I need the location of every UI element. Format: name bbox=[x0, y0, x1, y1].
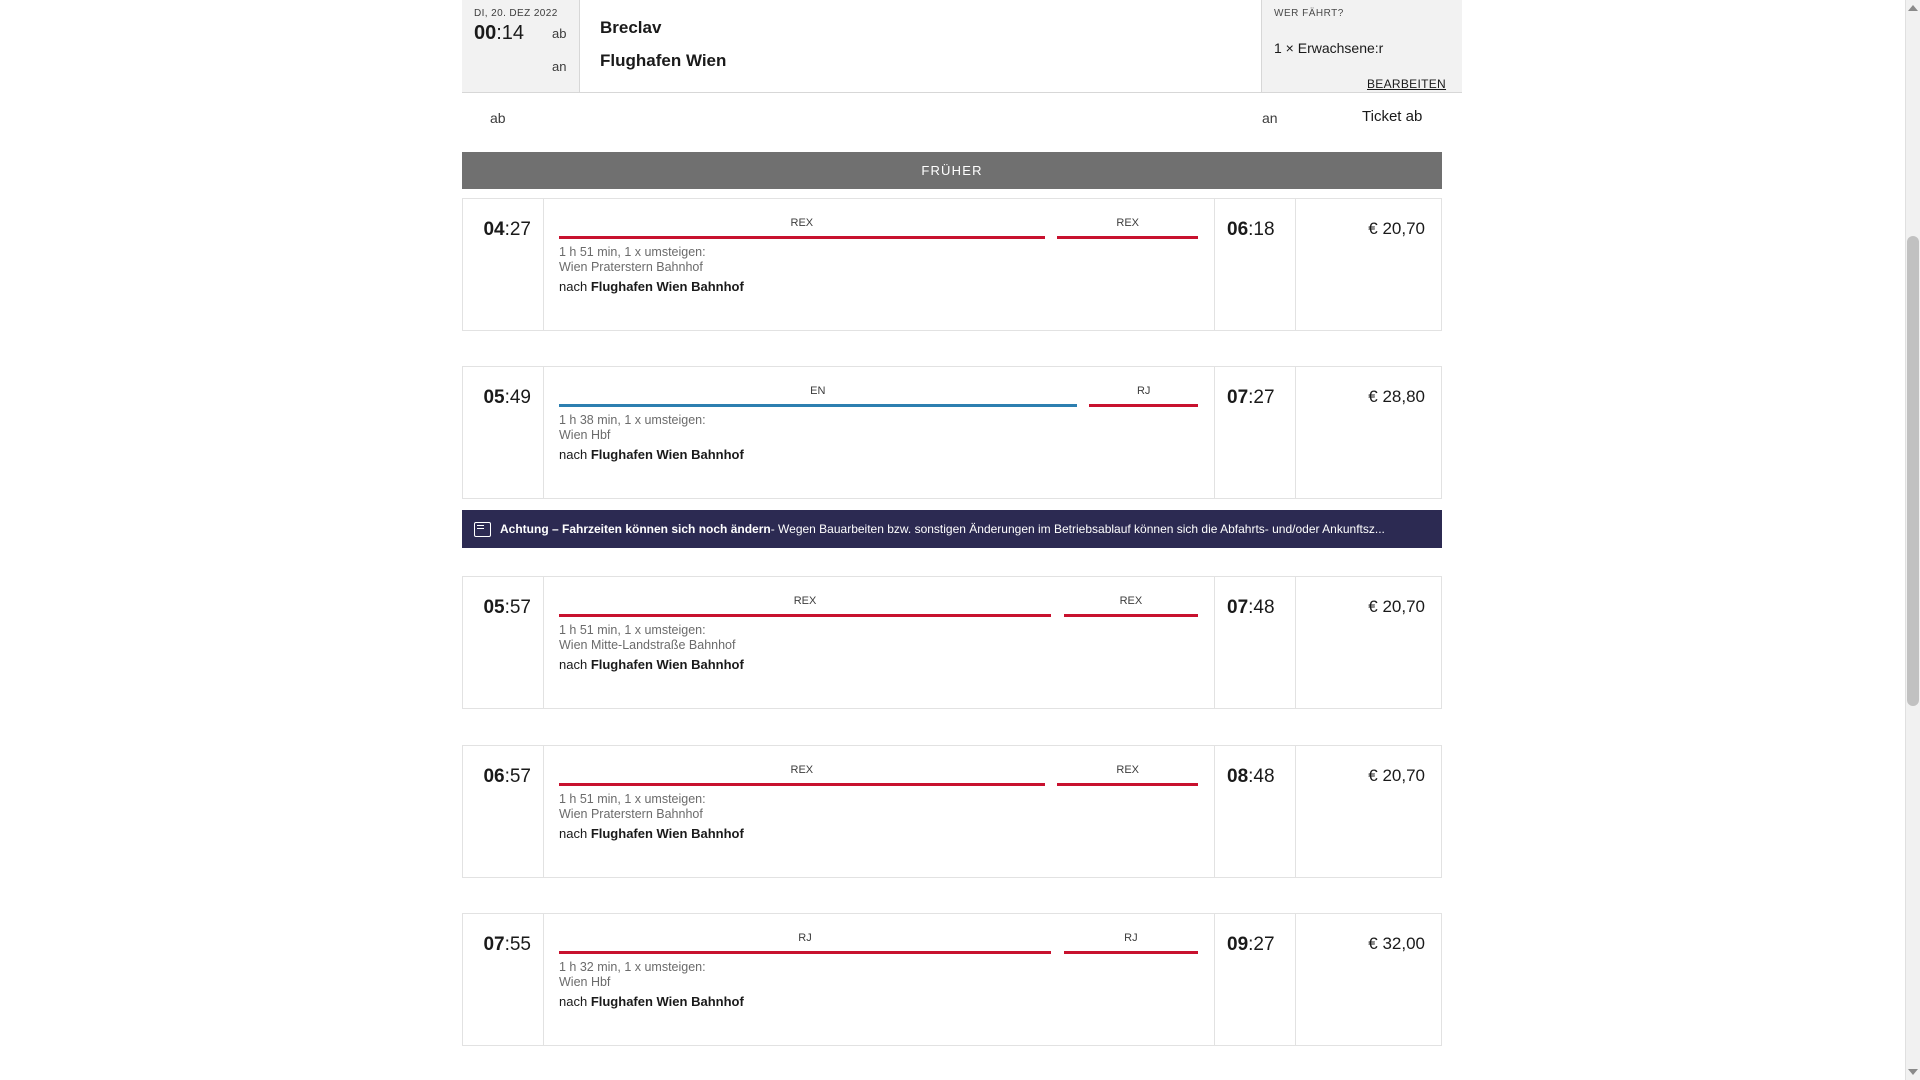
journey-cell bbox=[544, 199, 1215, 330]
journey-destination bbox=[559, 826, 744, 841]
departure-cell bbox=[463, 367, 544, 498]
price-cell[interactable] bbox=[1296, 367, 1441, 498]
connection-row[interactable] bbox=[462, 913, 1442, 1046]
legs-bar bbox=[559, 385, 1198, 407]
journey-leg bbox=[1057, 217, 1198, 239]
legs-bar bbox=[559, 764, 1198, 786]
journey-cell bbox=[544, 914, 1215, 1045]
departure-time bbox=[483, 597, 531, 619]
leg-label: EN bbox=[810, 385, 826, 397]
arrival-minutes: :27 bbox=[1248, 934, 1275, 955]
edit-search-link[interactable]: BEARBEITEN bbox=[1367, 77, 1447, 91]
leg-bar bbox=[559, 951, 1051, 954]
leg-label: REX bbox=[790, 217, 814, 229]
departure-hours: 04 bbox=[483, 219, 505, 240]
arrival-cell bbox=[1215, 577, 1296, 708]
leg-bar bbox=[1064, 614, 1198, 617]
leg-bar bbox=[1057, 783, 1198, 786]
summary-label-an: an bbox=[552, 59, 567, 74]
connection-row[interactable] bbox=[462, 745, 1442, 878]
departure-hours: 06 bbox=[483, 766, 505, 787]
column-header-ticket: Ticket ab bbox=[1362, 108, 1423, 125]
station-from[interactable]: Breclav bbox=[600, 18, 662, 37]
journey-duration: 1 h 51 min, 1 x umsteigen: bbox=[559, 792, 706, 806]
arrival-time bbox=[1227, 766, 1275, 788]
journey-leg bbox=[559, 217, 1045, 239]
journey-destination bbox=[559, 447, 744, 462]
journey-cell bbox=[544, 746, 1215, 877]
departure-time bbox=[483, 387, 531, 409]
connection-row[interactable] bbox=[462, 198, 1442, 331]
journey-via: Wien Hbf bbox=[559, 428, 611, 442]
arrival-time bbox=[1227, 219, 1275, 241]
info-document-icon bbox=[474, 522, 491, 537]
earlier-button[interactable]: FRÜHER bbox=[462, 152, 1442, 189]
arrival-time bbox=[1227, 934, 1275, 956]
journey-cell bbox=[544, 577, 1215, 708]
journey-duration: 1 h 51 min, 1 x umsteigen: bbox=[559, 623, 706, 637]
journey-via: Wien Praterstern Bahnhof bbox=[559, 260, 703, 274]
journey-duration: 1 h 51 min, 1 x umsteigen: bbox=[559, 245, 706, 259]
journey-duration: 1 h 38 min, 1 x umsteigen: bbox=[559, 413, 706, 427]
station-to[interactable]: Flughafen Wien bbox=[600, 51, 727, 70]
departure-cell bbox=[463, 914, 544, 1045]
summary-time bbox=[474, 22, 524, 45]
summary-time-minutes: :14 bbox=[496, 22, 525, 44]
legs-bar bbox=[559, 932, 1198, 954]
journey-via: Wien Praterstern Bahnhof bbox=[559, 807, 703, 821]
arrival-hours: 07 bbox=[1227, 387, 1249, 408]
journey-leg bbox=[1089, 385, 1198, 407]
journey-duration: 1 h 32 min, 1 x umsteigen: bbox=[559, 960, 706, 974]
alert-text: - Wegen Bauarbeiten bzw. sonstigen Änderungen im Betriebsablauf können sich die Abfahrts- und/oder Ankunftsz... bbox=[770, 522, 1385, 536]
departure-cell bbox=[463, 199, 544, 330]
departure-minutes: :57 bbox=[504, 597, 531, 618]
destination-station: Flughafen Wien Bahnhof bbox=[590, 657, 744, 672]
leg-label: REX bbox=[1116, 217, 1139, 229]
journey-destination bbox=[559, 994, 744, 1009]
scroll-down-icon[interactable] bbox=[1908, 1069, 1918, 1075]
arrival-cell bbox=[1215, 746, 1296, 877]
arrival-hours: 09 bbox=[1227, 934, 1249, 955]
disruption-alert[interactable] bbox=[462, 510, 1442, 548]
arrival-hours: 07 bbox=[1227, 597, 1249, 618]
departure-minutes: :27 bbox=[504, 219, 531, 240]
destination-station: Flughafen Wien Bahnhof bbox=[590, 447, 744, 462]
departure-hours: 05 bbox=[483, 597, 505, 618]
departure-time bbox=[483, 934, 531, 956]
journey-leg bbox=[559, 764, 1045, 786]
arrival-time bbox=[1227, 597, 1275, 619]
destination-prefix: nach bbox=[559, 279, 591, 294]
alert-title: Achtung – Fahrzeiten können sich noch ändern bbox=[500, 522, 771, 536]
departure-hours: 07 bbox=[483, 934, 505, 955]
passengers-value: 1 × Erwachsene:r bbox=[1274, 40, 1384, 56]
departure-minutes: :49 bbox=[504, 387, 531, 408]
price-value[interactable]: € 20,70 bbox=[1368, 597, 1425, 616]
destination-prefix: nach bbox=[559, 826, 591, 841]
journey-leg bbox=[1064, 932, 1198, 954]
leg-bar bbox=[559, 404, 1077, 407]
journey-leg bbox=[1057, 764, 1198, 786]
legs-bar bbox=[559, 217, 1198, 239]
arrival-hours: 08 bbox=[1227, 766, 1249, 787]
leg-label: RJ bbox=[1136, 385, 1151, 397]
leg-label: RJ bbox=[1124, 932, 1138, 944]
summary-stations[interactable] bbox=[580, 0, 1262, 92]
journey-via: Wien Hbf bbox=[559, 975, 611, 989]
summary-time-hours: 00 bbox=[474, 22, 497, 44]
journey-cell bbox=[544, 367, 1215, 498]
arrival-minutes: :18 bbox=[1248, 219, 1275, 240]
destination-station: Flughafen Wien Bahnhof bbox=[590, 279, 744, 294]
departure-minutes: :57 bbox=[504, 766, 531, 787]
destination-prefix: nach bbox=[559, 994, 591, 1009]
page-scrollbar[interactable] bbox=[1905, 0, 1920, 1080]
journey-via: Wien Mitte-Landstraße Bahnhof bbox=[559, 638, 736, 652]
journey-leg bbox=[559, 385, 1077, 407]
connection-row[interactable] bbox=[462, 576, 1442, 709]
arrival-cell bbox=[1215, 914, 1296, 1045]
price-value[interactable]: € 28,80 bbox=[1368, 387, 1425, 406]
journey-leg bbox=[559, 932, 1051, 954]
journey-leg bbox=[559, 595, 1051, 617]
leg-label: REX bbox=[1119, 595, 1143, 607]
arrival-time bbox=[1227, 387, 1275, 409]
departure-time bbox=[483, 219, 531, 241]
destination-prefix: nach bbox=[559, 447, 591, 462]
column-header-ab: ab bbox=[490, 110, 506, 126]
journey-destination bbox=[559, 279, 744, 294]
departure-hours: 05 bbox=[483, 387, 505, 408]
departure-minutes: :55 bbox=[504, 934, 531, 955]
summary-datetime bbox=[462, 0, 580, 92]
scrollbar-thumb[interactable] bbox=[1907, 236, 1919, 706]
column-header-an: an bbox=[1262, 110, 1278, 126]
departure-cell bbox=[463, 577, 544, 708]
summary-label-ab: ab bbox=[552, 26, 567, 41]
price-cell[interactable] bbox=[1296, 746, 1441, 877]
passengers-label: WER FÄHRT? bbox=[1274, 8, 1344, 19]
arrival-minutes: :48 bbox=[1248, 766, 1275, 787]
departure-cell bbox=[463, 746, 544, 877]
summary-passengers bbox=[1262, 0, 1462, 92]
search-summary-bar bbox=[462, 0, 1462, 93]
departure-time bbox=[483, 766, 531, 788]
arrival-cell bbox=[1215, 199, 1296, 330]
leg-bar bbox=[1064, 951, 1198, 954]
leg-bar bbox=[559, 614, 1051, 617]
price-cell[interactable] bbox=[1296, 914, 1441, 1045]
arrival-cell bbox=[1215, 367, 1296, 498]
price-value[interactable]: € 20,70 bbox=[1368, 219, 1425, 238]
price-value[interactable]: € 20,70 bbox=[1368, 766, 1425, 785]
scroll-up-icon[interactable] bbox=[1908, 5, 1918, 11]
leg-label: RJ bbox=[798, 932, 812, 944]
leg-label: REX bbox=[790, 764, 814, 776]
price-cell[interactable] bbox=[1296, 199, 1441, 330]
destination-station: Flughafen Wien Bahnhof bbox=[590, 826, 744, 841]
leg-bar bbox=[559, 783, 1045, 786]
connection-row[interactable] bbox=[462, 366, 1442, 499]
leg-label: REX bbox=[1116, 764, 1139, 776]
destination-station: Flughafen Wien Bahnhof bbox=[590, 994, 744, 1009]
arrival-minutes: :27 bbox=[1248, 387, 1275, 408]
summary-date: DI, 20. DEZ 2022 bbox=[474, 8, 558, 19]
journey-leg bbox=[1064, 595, 1198, 617]
leg-label: REX bbox=[793, 595, 817, 607]
destination-prefix: nach bbox=[559, 657, 591, 672]
price-value[interactable]: € 32,00 bbox=[1368, 934, 1425, 953]
legs-bar bbox=[559, 595, 1198, 617]
arrival-hours: 06 bbox=[1227, 219, 1249, 240]
leg-bar bbox=[559, 236, 1045, 239]
price-cell[interactable] bbox=[1296, 577, 1441, 708]
arrival-minutes: :48 bbox=[1248, 597, 1275, 618]
leg-bar bbox=[1089, 404, 1198, 407]
leg-bar bbox=[1057, 236, 1198, 239]
journey-destination bbox=[559, 657, 744, 672]
